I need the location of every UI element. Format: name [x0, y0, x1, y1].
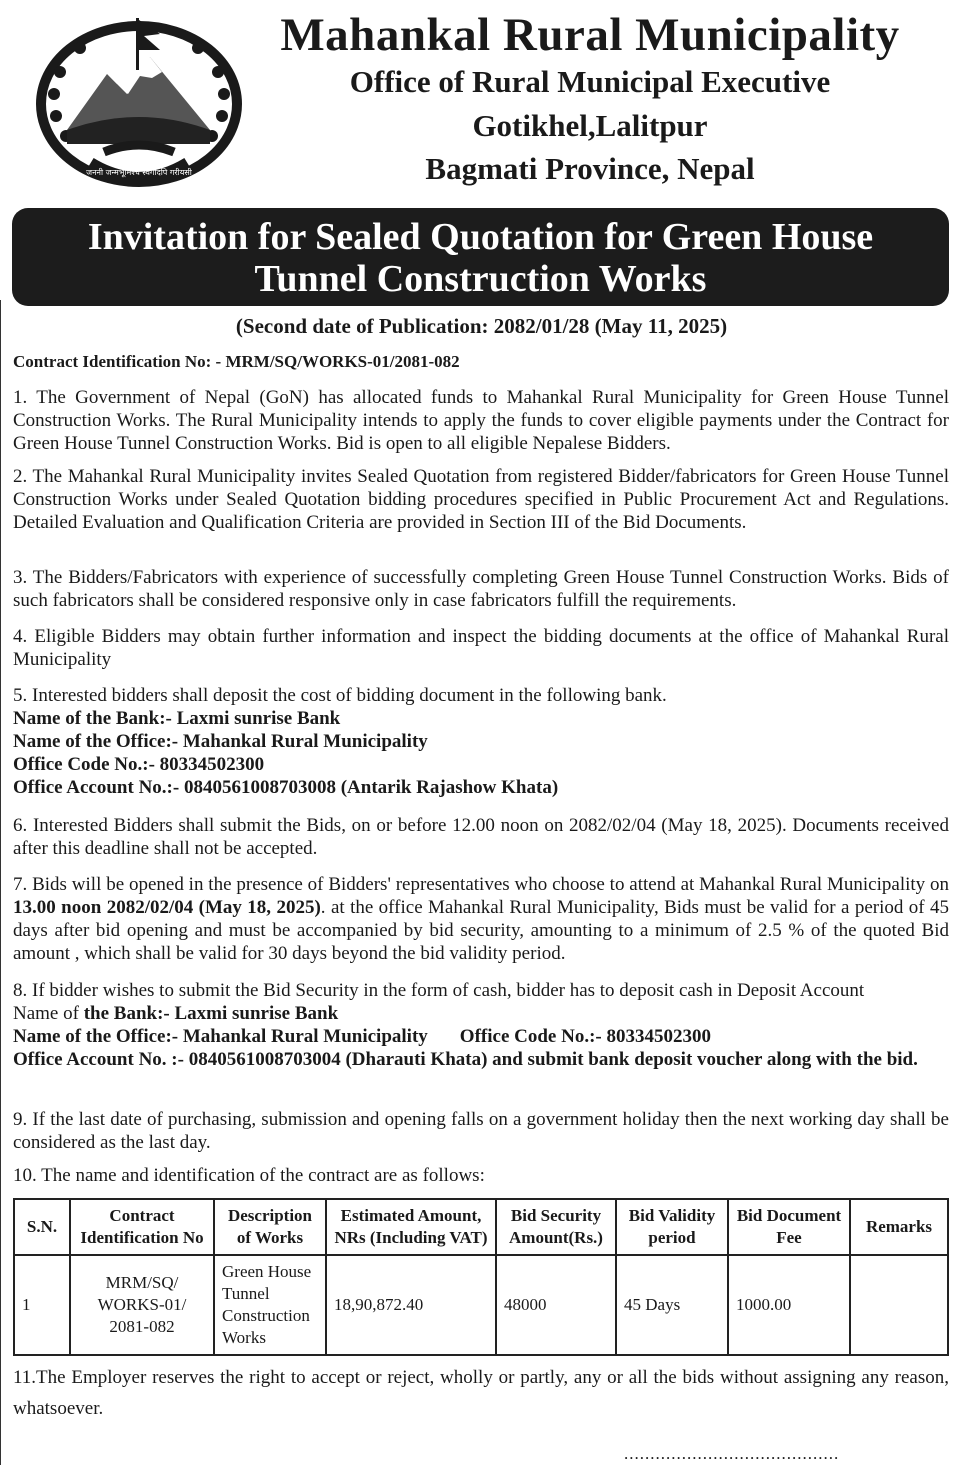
paragraph-3: 3. The Bidders/Fabricators with experience of successfully completing Green House Tunnel Construction Works. Bids of such fabricators shall be considered responsive only in case fabricators fulfill the requirements. — [13, 567, 949, 611]
contract-identification: Contract Identification No: - MRM/SQ/WORKS-01/2081-082 — [13, 352, 460, 371]
p8-bank-name: the Bank:- Laxmi sunrise Bank — [83, 1003, 339, 1024]
col-header-remarks: Remarks — [850, 1199, 948, 1255]
cell-estimated-amount: 18,90,872.40 — [326, 1255, 496, 1355]
p8-office-name: Name of the Office:- Mahankal Rural Municipality — [13, 1026, 428, 1047]
p5-office-account: Office Account No.:- 0840561008703008 (Antarik Rajashow Khata) — [13, 777, 559, 798]
notice-title-banner — [12, 208, 949, 306]
p8-office-code: Office Code No.:- 80334502300 — [459, 1026, 711, 1047]
p5-office-code: Office Code No.:- 80334502300 — [13, 754, 265, 775]
col-header-description: Description of Works — [214, 1199, 326, 1255]
paragraph-1: 1. The Government of Nepal (GoN) has allocated funds to Mahankal Rural Municipality for Green House Tunnel Construction Works. The Rural Municipality intends to apply the funds to cover eligible payments under the Contract for Green House Tunnel Construction Works. Bid is open to all eligible Nepalese Bidders. — [13, 387, 949, 454]
p8-intro: 8. If bidder wishes to submit the Bid Security in the form of cash, bidder has to deposit cash in Deposit Account — [13, 980, 865, 1001]
cell-description: Green House Tunnel Construction Works — [214, 1255, 326, 1355]
paragraph-6: 6. Interested Bidders shall submit the Bids, on or before 12.00 noon on 2082/02/04 (May 18, 2025). Documents received after this deadline shall not be accepted. — [13, 815, 949, 859]
cell-bid-security: 48000 — [496, 1255, 616, 1355]
publication-date: (Second date of Publication: 2082/01/28 (May 11, 2025) — [235, 314, 728, 338]
col-header-estimated-amount: Estimated Amount, NRs (Including VAT) — [326, 1199, 496, 1255]
paragraph-11: 11.The Employer reserves the right to accept or reject, wholly or partly, any or all the bids without assigning any reason, whatsoever. — [13, 1367, 949, 1419]
p5-bank-name: Name of the Bank:- Laxmi sunrise Bank — [13, 708, 341, 729]
paragraph-5 — [13, 684, 949, 799]
paragraph-7: 7. Bids will be opened in the presence of Bidders' representatives who choose to attend at Mahankal Rural Municipality on 13.00 noon 2082/02/04 (May 18, 2025). at the office Mahankal Rural Municipality, Bids must be valid for a period of 45 days after bid opening and must be accompanied by bid security, amounting to a minimum of 2.5 % of the quoted Bid amount , which shall be valid for 30 days beyond the bid validity period. — [13, 874, 949, 964]
municipality-name: Mahankal Rural Municipality — [280, 9, 900, 61]
cell-document-fee: 1000.00 — [728, 1255, 850, 1355]
address-line-1: Gotikhel,Lalitpur — [472, 108, 708, 143]
cell-bid-validity: 45 Days — [616, 1255, 728, 1355]
p5-intro: 5. Interested bidders shall deposit the cost of bidding document in the following bank. — [13, 685, 667, 706]
emblem-motto: जननी जन्मभूमिश्च स्वर्गादपि गरीयसी — [86, 168, 192, 177]
cell-remarks — [850, 1255, 948, 1355]
col-header-sn: S.N. — [14, 1199, 70, 1255]
contract-table — [13, 1198, 949, 1356]
cell-contract-id: MRM/SQ/ WORKS-01/ 2081-082 — [70, 1255, 214, 1355]
page-border — [0, 300, 1, 1465]
p8-office-account: Office Account No. :- 0840561008703004 (Dharauti Khata) and submit bank deposit voucher along with the bid. — [13, 1049, 918, 1070]
col-header-bid-security: Bid Security Amount(Rs.) — [496, 1199, 616, 1255]
table-row — [14, 1255, 948, 1355]
opening-date: 13.00 noon 2082/02/04 (May 18, 2025) — [13, 897, 321, 918]
col-header-contract-id: Contract Identification No — [70, 1199, 214, 1255]
paragraph-9: 9. If the last date of purchasing, submission and opening falls on a government holiday then the next working day shall be considered as the last day. — [13, 1109, 949, 1153]
paragraph-4: 4. Eligible Bidders may obtain further information and inspect the bidding documents at the office of Mahankal Rural Municipality — [13, 626, 949, 670]
col-header-bid-validity: Bid Validity period — [616, 1199, 728, 1255]
banner-line-2: Tunnel Construction Works — [254, 258, 707, 300]
signature-line: ......................................... — [624, 1444, 840, 1463]
col-header-document-fee: Bid Document Fee — [728, 1199, 850, 1255]
paragraph-2: 2. The Mahankal Rural Municipality invites Sealed Quotation from registered Bidder/fabricators for Green House Tunnel Construction Works under Sealed Quotation bidding procedures specified in Public Procurement Act and Regulations. Detailed Evaluation and Qualification Criteria are provided in Section III of the Bid Documents. — [13, 466, 949, 533]
office-name: Office of Rural Municipal Executive — [349, 64, 831, 99]
address-line-2: Bagmati Province, Nepal — [425, 151, 755, 186]
paragraph-10: 10. The name and identification of the contract are as follows: — [13, 1165, 485, 1186]
banner-line-1: Invitation for Sealed Quotation for Green House — [87, 216, 874, 258]
nepal-emblem-icon — [32, 12, 246, 190]
table-header-row — [14, 1199, 948, 1255]
p5-office-name: Name of the Office:- Mahankal Rural Municipality — [13, 731, 428, 752]
paragraph-8: 8. If bidder wishes to submit the Bid Security in the form of cash, bidder has to deposit cash in Deposit Account Name of the Bank:- Laxmi sunrise Bank Name of the Office:- Mahankal Rural Municipality Office Code No.:- 80334502300 Office Account No. :- 0840561008703004 (Dharauti Khata) and submit bank deposit voucher along with the bid. — [13, 979, 949, 1071]
cell-sn: 1 — [14, 1255, 70, 1355]
